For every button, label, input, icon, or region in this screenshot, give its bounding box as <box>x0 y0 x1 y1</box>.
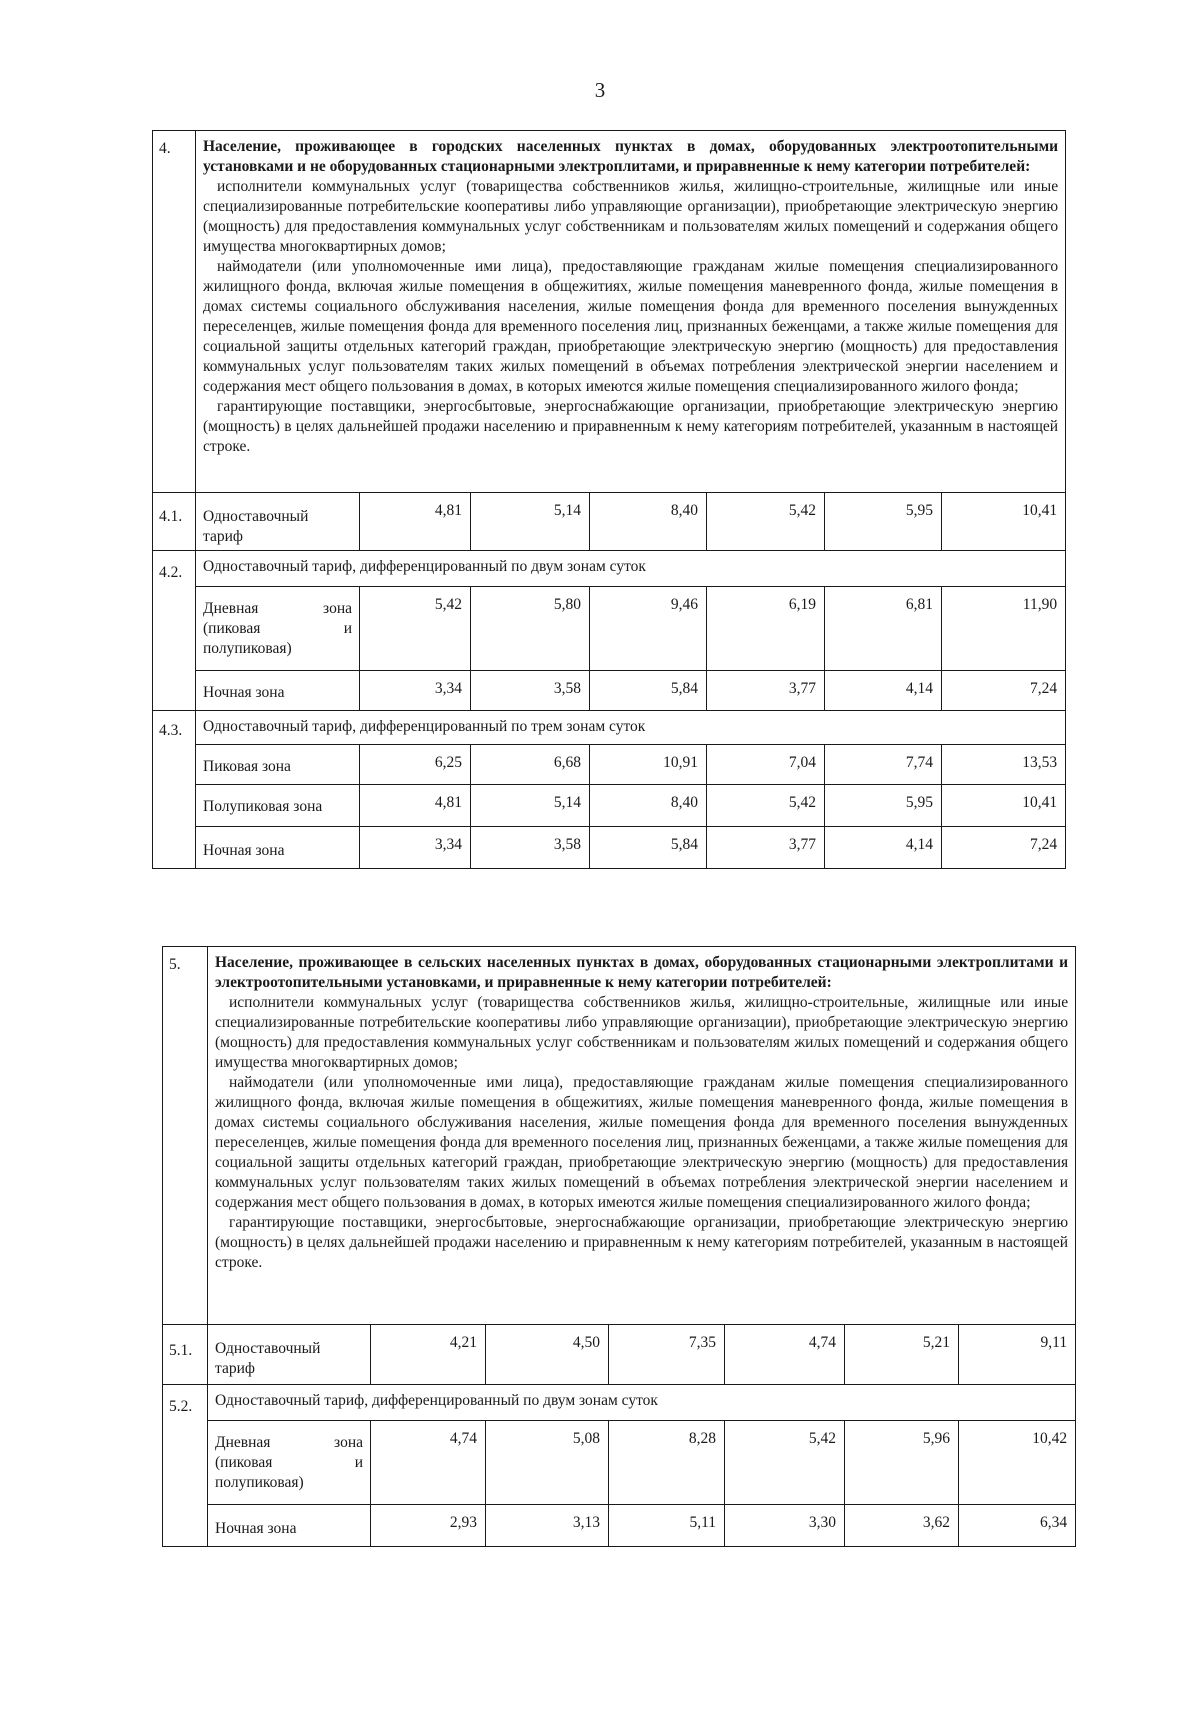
tariff-value: 5,95 <box>825 785 942 827</box>
tariff-value: 7,24 <box>942 671 1066 711</box>
tariff-value: 4,74 <box>371 1421 486 1505</box>
tariff-value: 10,41 <box>942 785 1066 827</box>
tariff-value: 8,40 <box>590 785 707 827</box>
tariff-value: 6,25 <box>360 745 471 785</box>
tariff-value: 5,11 <box>609 1505 725 1547</box>
tariff-value: 4,14 <box>825 671 942 711</box>
section-4-description <box>196 131 1066 493</box>
section-5-number: 5. <box>163 947 208 1325</box>
tariff-value: 5,42 <box>707 493 825 551</box>
section-4-paragraph: исполнители коммунальных услуг (товарищества собственников жилья, жилищно-строительные, жилищные или иные специализированные потребительские кооперативы либо управляющие организации), приобретающие электрическую энергию (мощность) для предоставления коммунальных услуг собственникам и пользователям жилых помещений и содержания общего имущества многоквартирных домов; <box>203 178 1059 255</box>
tariff-table-section-4 <box>152 130 1066 869</box>
row-label-day-zone <box>196 587 360 671</box>
tariff-value: 3,30 <box>725 1505 845 1547</box>
tariff-value: 5,21 <box>845 1325 959 1385</box>
tariff-value: 5,95 <box>825 493 942 551</box>
section-5-description <box>208 947 1076 1325</box>
tariff-value: 5,08 <box>486 1421 609 1505</box>
tariff-value: 7,04 <box>707 745 825 785</box>
row-label-semipeak-zone: Полупиковая зона <box>196 785 360 827</box>
tariff-value: 4,14 <box>825 827 942 869</box>
tariff-value: 6,34 <box>959 1505 1076 1547</box>
tariff-value: 3,58 <box>471 671 590 711</box>
tariff-value: 5,14 <box>471 785 590 827</box>
section-5-paragraph: наймодатели (или уполномоченные ими лица), предоставляющие гражданам жилые помещения специализированного жилищного фонда, включая жилые помещения в общежитиях, жилые помещения маневренного фонда, жилые помещения в домах системы социального обслуживания населения, жилые помещения фонда для временного поселения вынужденных переселенцев, жилые помещения фонда для временного поселения лиц, признанных беженцами, а также жилые помещения для социальной защиты отдельных категорий граждан, приобретающие электрическую энергию (мощность) для предоставления коммунальных услуг пользователям таких жилых помещений в объемах потребления электрической энергии населением и содержания мест общего пользования в домах, в которых имеются жилые помещения специализированного жилого фонда; <box>215 1074 1069 1211</box>
row-label-peak-zone: Пиковая зона <box>196 745 360 785</box>
section-5-paragraph: исполнители коммунальных услуг (товарищества собственников жилья, жилищно-строительные, жилищные или иные специализированные потребительские кооперативы либо управляющие организации), приобретающие электрическую энергию (мощность) для предоставления коммунальных услуг собственникам и пользователям жилых помещений и содержания общего имущества многоквартирных домов; <box>215 994 1069 1071</box>
tariff-value: 11,90 <box>942 587 1066 671</box>
row-number-5-2: 5.2. <box>163 1385 208 1547</box>
row-number-4-3: 4.3. <box>153 711 196 869</box>
tariff-value: 5,84 <box>590 671 707 711</box>
tariff-value: 6,68 <box>471 745 590 785</box>
day-zone-label-text: Дневная зона (пиковая и полупиковая) <box>215 1434 363 1491</box>
tariff-value: 4,74 <box>725 1325 845 1385</box>
tariff-value: 9,46 <box>590 587 707 671</box>
tariff-value: 10,41 <box>942 493 1066 551</box>
tariff-value: 5,42 <box>360 587 471 671</box>
row-number-4-2: 4.2. <box>153 551 196 711</box>
tariff-value: 4,81 <box>360 493 471 551</box>
tariff-value: 7,24 <box>942 827 1066 869</box>
tariff-value: 13,53 <box>942 745 1066 785</box>
section-4-title: Население, проживающее в городских населенных пунктах в домах, оборудованных электроотопительными установками и не оборудованных стационарными электроплитами, и приравненные к нему категории потребителей: <box>203 138 1059 175</box>
row-number-5-1: 5.1. <box>163 1325 208 1385</box>
tariff-value: 8,28 <box>609 1421 725 1505</box>
tariff-value: 5,80 <box>471 587 590 671</box>
tariff-value: 3,77 <box>707 671 825 711</box>
tariff-value: 10,42 <box>959 1421 1076 1505</box>
row-heading-three-zone: Одноставочный тариф, дифференцированный по трем зонам суток <box>196 711 1066 745</box>
tariff-value: 3,34 <box>360 827 471 869</box>
row-label-night-zone: Ночная зона <box>208 1505 371 1547</box>
tariff-table-section-5 <box>162 946 1076 1547</box>
page-number: 3 <box>594 78 606 102</box>
tariff-value: 3,58 <box>471 827 590 869</box>
section-5-paragraph: гарантирующие поставщики, энергосбытовые, энергоснабжающие организации, приобретающие электрическую энергию (мощность) в целях дальнейшей продажи населению и приравненным к нему категориям потребителей, указанным в настоящей строке. <box>215 1214 1069 1271</box>
tariff-value: 5,84 <box>590 827 707 869</box>
row-label-single-rate: Одноставочный тариф <box>196 493 360 551</box>
row-label-night-zone: Ночная зона <box>196 671 360 711</box>
tariff-value: 8,40 <box>590 493 707 551</box>
tariff-value: 3,34 <box>360 671 471 711</box>
row-number-4-1: 4.1. <box>153 493 196 551</box>
tariff-value: 3,77 <box>707 827 825 869</box>
day-zone-label-text: Дневная зона (пиковая и полупиковая) <box>203 600 352 657</box>
tariff-value: 10,91 <box>590 745 707 785</box>
section-4-paragraph: гарантирующие поставщики, энергосбытовые, энергоснабжающие организации, приобретающие электрическую энергию (мощность) в целях дальнейшей продажи населению и приравненным к нему категориям потребителей, указанным в настоящей строке. <box>203 398 1059 455</box>
tariff-value: 7,74 <box>825 745 942 785</box>
row-label-single-rate: Одноставочный тариф <box>208 1325 371 1385</box>
tariff-value: 6,81 <box>825 587 942 671</box>
row-label-day-zone <box>208 1421 371 1505</box>
tariff-value: 3,13 <box>486 1505 609 1547</box>
tariff-value: 4,50 <box>486 1325 609 1385</box>
tariff-value: 6,19 <box>707 587 825 671</box>
tariff-value: 3,62 <box>845 1505 959 1547</box>
tariff-value: 4,81 <box>360 785 471 827</box>
row-heading-two-zone: Одноставочный тариф, дифференцированный по двум зонам суток <box>208 1385 1076 1421</box>
row-heading-two-zone: Одноставочный тариф, дифференцированный по двум зонам суток <box>196 551 1066 587</box>
tariff-value: 5,42 <box>725 1421 845 1505</box>
tariff-value: 9,11 <box>959 1325 1076 1385</box>
tariff-value: 2,93 <box>371 1505 486 1547</box>
section-4-number: 4. <box>153 131 196 493</box>
tariff-value: 4,21 <box>371 1325 486 1385</box>
section-4-paragraph: наймодатели (или уполномоченные ими лица), предоставляющие гражданам жилые помещения специализированного жилищного фонда, включая жилые помещения в общежитиях, жилые помещения маневренного фонда, жилые помещения в домах системы социального обслуживания населения, жилые помещения фонда для временного поселения вынужденных переселенцев, жилые помещения фонда для временного поселения лиц, признанных беженцами, а также жилые помещения для социальной защиты отдельных категорий граждан, приобретающие электрическую энергию (мощность) для предоставления коммунальных услуг пользователям таких жилых помещений в объемах потребления электрической энергии населением и содержания мест общего пользования в домах, в которых имеются жилые помещения специализированного жилого фонда; <box>203 258 1059 395</box>
tariff-value: 5,14 <box>471 493 590 551</box>
row-label-night-zone: Ночная зона <box>196 827 360 869</box>
tariff-value: 7,35 <box>609 1325 725 1385</box>
tariff-value: 5,96 <box>845 1421 959 1505</box>
tariff-value: 5,42 <box>707 785 825 827</box>
section-5-title: Население, проживающее в сельских населенных пунктах в домах, оборудованных стационарными электроплитами и электроотопительными установками, и приравненные к нему категории потребителей: <box>215 954 1069 991</box>
